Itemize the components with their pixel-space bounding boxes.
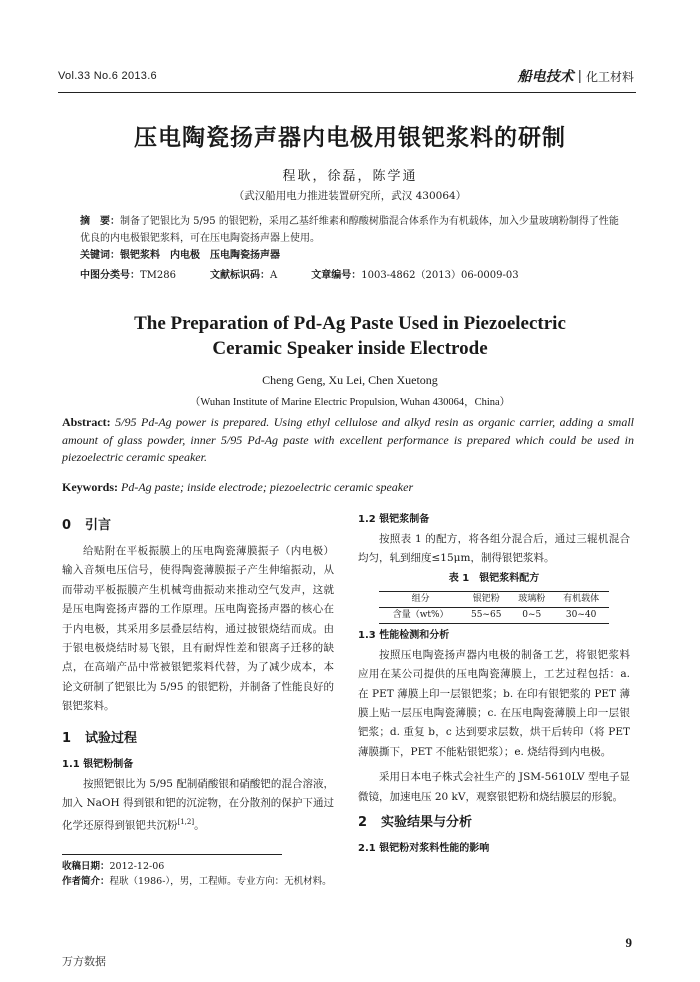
document-code xyxy=(210,267,277,284)
formula-table xyxy=(379,591,609,624)
section-1-heading xyxy=(62,727,334,751)
section-1-number: 1 xyxy=(62,730,72,746)
journal-brand: 船电技术 xyxy=(517,69,574,85)
journal-volume-info: Vol.33 No.6 2013.6 xyxy=(58,70,157,82)
section-0-title: 引言 xyxy=(85,518,112,533)
received-date xyxy=(62,859,334,874)
journal-section: 化工材料 xyxy=(585,69,634,84)
page-title-en xyxy=(0,311,700,361)
author-bio xyxy=(62,874,334,889)
received-value: 2012-12-06 xyxy=(109,861,165,872)
table-cell: 55~65 xyxy=(470,609,502,620)
section-2-heading xyxy=(358,811,630,835)
title-en-line1: The Preparation of Pd-Ag Paste Used in Piezoelectric xyxy=(134,313,566,334)
keywords-cn-label: 关键词： xyxy=(80,250,120,261)
affiliation-en: （Wuhan Institute of Marine Electric Propulsion, Wuhan 430064，China） xyxy=(189,397,511,408)
received-label: 收稿日期： xyxy=(62,861,110,872)
footnote-rule xyxy=(62,854,282,855)
paragraph-1-3a: 按照压电陶瓷扬声器内电极的制备工艺，将银钯浆料应用在某公司提供的压电陶瓷薄膜上，工艺过程包括：a. 在 PET 薄膜上印一层银钯浆；b. 在印有银钯浆的 PET 薄膜上贴一层压电陶瓷薄膜；c. 在压电陶瓷薄膜上印一层银钯浆；d. 重复 b，c 达到要求层数，烘干后转印（将 PET 薄膜撕下，PET 不能粘银钯浆）；e. 烧结得到内电极。 xyxy=(358,648,630,758)
keywords-cn-text: 银钯浆料 内电极 压电陶瓷扬声器 xyxy=(120,250,280,261)
footnote xyxy=(62,859,334,889)
page-title-cn: 压电陶瓷扬声器内电极用银钯浆料的研制 xyxy=(134,125,566,151)
subsection-1-3-heading: 1.3 性能检测和分析 xyxy=(358,629,450,641)
header-separator: | xyxy=(577,68,582,84)
subsection-1-2-heading: 1.2 银钯浆制备 xyxy=(358,514,430,525)
intro-paragraph: 给贴附在平板振膜上的压电陶瓷薄膜振子（内电极）输入音频电压信号，使得陶瓷薄膜振子产生伸缩振动，从而带动平板振膜产生机械弯曲振动来推动空气发声，这就是压电陶瓷扬声器的工作原理。压电陶瓷扬声器的核心在于内电极，其采用多层叠层结构，通过披银烧结而成。由于银电极烧结时易飞银，且有耐焊性差和银离子迁移的缺点，在高端产品中常被银钯浆料代替，为了减少成本，本论文研制了钯银比为 5/95 的银钯粉，并制备了性能良好的银钯浆料。 xyxy=(62,545,334,713)
classification-row xyxy=(80,267,628,284)
subsection-2-1-heading: 2.1 银钯粉对浆料性能的影响 xyxy=(358,843,490,855)
abstract-cn-text: 制备了钯银比为 5/95 的银钯粉，采用乙基纤维素和醇酸树脂混合体系作为有机载体，加入少量玻璃粉制得了性能优良的内电极银钯浆料，可在压电陶瓷扬声器上使用。 xyxy=(80,216,619,244)
table-header-cell: 银钯粉 xyxy=(472,593,500,604)
keywords-en-label: Keywords: xyxy=(62,480,118,494)
author-bio-label: 作者简介： xyxy=(62,876,110,887)
table-cell: 含量（wt%） xyxy=(392,609,449,620)
paragraph-1-1-text: 按照钯银比为 5/95 配制硝酸银和硝酸钯的混合溶液，加入 NaOH 得到银和钯的沉淀物，在分散剂的保护下通过化学还原得到银钯共沉粉 xyxy=(62,777,334,832)
clc-number xyxy=(80,267,176,284)
header-rule xyxy=(58,92,636,93)
abstract-en xyxy=(62,414,634,467)
page-number: 9 xyxy=(625,935,632,950)
paragraph-1-1-end: 。 xyxy=(194,819,205,832)
abstract-en-text: 5/95 Pd-Ag power is prepared. Using ethyl cellulose and alkyd resin as organic carrier, adding a small amount of glass powder, inner 5/95 Pd-Ag paste with excellent performance is prepared which could be used in piezoelectric ceramic speaker. xyxy=(62,415,634,464)
article-number xyxy=(311,267,518,284)
table-row xyxy=(379,607,609,623)
title-en-line2: Ceramic Speaker inside Electrode xyxy=(212,338,488,359)
right-column xyxy=(358,510,630,859)
section-0-heading xyxy=(62,514,334,538)
section-0-number: 0 xyxy=(62,518,72,533)
table-header-cell: 组分 xyxy=(411,593,430,604)
watermark: 万方数据 xyxy=(62,955,106,968)
abstract-cn xyxy=(80,213,628,247)
left-column xyxy=(62,510,334,836)
subsection-1-1-heading: 1.1 银钯粉制备 xyxy=(62,758,134,770)
section-1-title: 试验过程 xyxy=(85,730,138,746)
journal-header-brand xyxy=(518,66,634,86)
table-cell: 0~5 xyxy=(522,609,542,620)
authors-cn: 程耿，徐磊，陈学通 xyxy=(282,169,418,184)
clc-label: 中图分类号： xyxy=(80,270,140,281)
article-label: 文章编号： xyxy=(311,270,362,281)
keywords-en xyxy=(62,479,634,496)
citation-1-2[interactable]: [1,2] xyxy=(177,818,195,827)
author-bio-value: 程耿（1986-），男，工程师。专业方向：无机材料。 xyxy=(109,876,332,887)
affiliation-cn: （武汉船用电力推进装置研究所，武汉 430064） xyxy=(233,190,467,202)
abstract-en-label: Abstract: xyxy=(62,415,111,429)
authors-en: Cheng Geng, Xu Lei, Chen Xuetong xyxy=(262,373,438,387)
abstract-cn-label: 摘 要： xyxy=(80,216,120,227)
table-header-cell: 玻璃粉 xyxy=(518,593,546,604)
table-cell: 30~40 xyxy=(565,609,597,620)
table-1-title: 表 1 银钯浆料配方 xyxy=(448,572,540,584)
section-2-number: 2 xyxy=(358,815,368,831)
table-header-row xyxy=(379,591,609,607)
doc-value: A xyxy=(270,270,278,281)
paragraph-1-1 xyxy=(62,775,334,837)
keywords-cn xyxy=(80,247,628,264)
keywords-en-text: Pd-Ag paste; inside electrode; piezoelectric ceramic speaker xyxy=(121,480,414,494)
paragraph-1-3b: 采用日本电子株式会社生产的 JSM-5610LV 型电子显微镜，加速电压 20 kV，观察银钯粉和烧结膜层的形貌。 xyxy=(358,771,630,803)
paragraph-1-2: 按照表 1 的配方，将各组分混合后，通过三辊机混合均匀，轧到细度≤15μm，制得银钯浆料。 xyxy=(358,533,630,565)
table-header-cell: 有机载体 xyxy=(563,593,600,604)
clc-value: TM286 xyxy=(140,270,176,281)
doc-label: 文献标识码： xyxy=(210,270,270,281)
section-2-title: 实验结果与分析 xyxy=(381,815,473,831)
article-value: 1003-4862（2013）06-0009-03 xyxy=(361,270,519,281)
